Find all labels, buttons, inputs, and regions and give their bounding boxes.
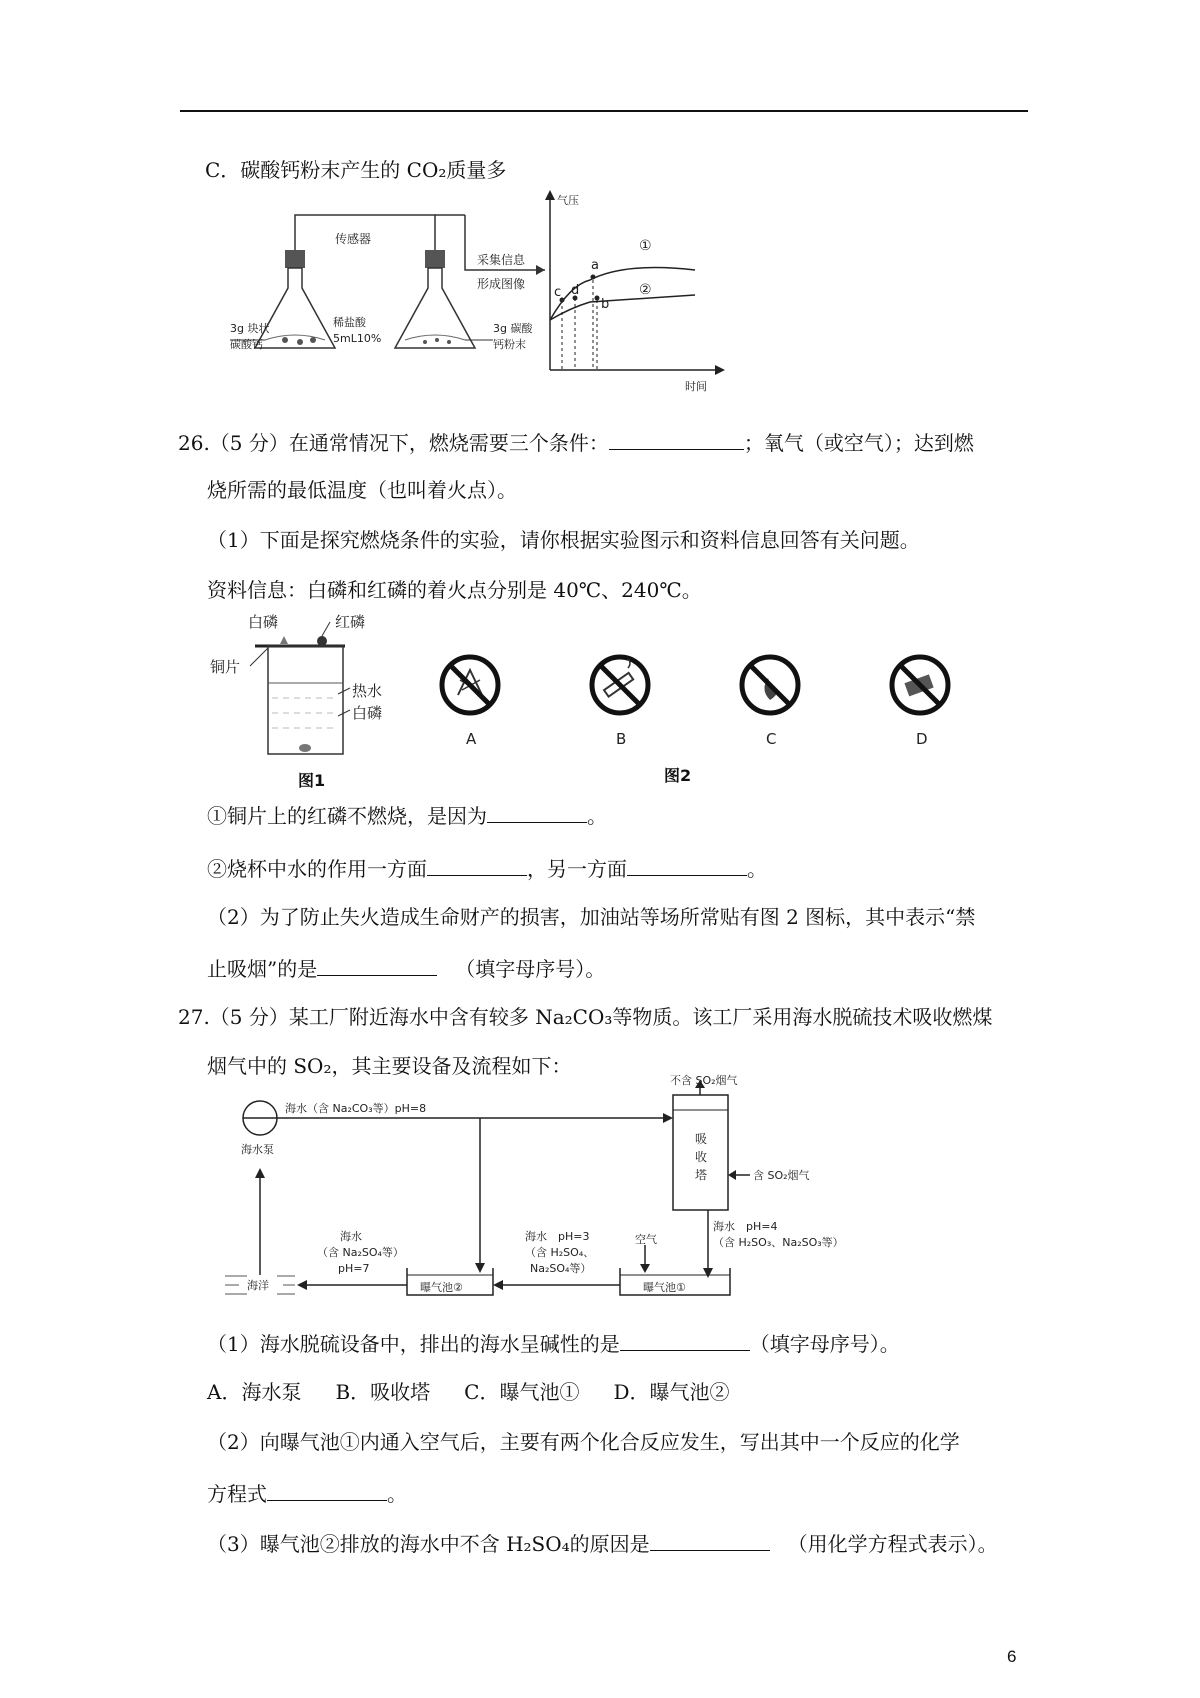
mid-water-label-2: （含 H₂SO₄、	[525, 1246, 595, 1259]
page-number: 6	[1007, 1647, 1017, 1666]
left-water-label-3: pH=7	[338, 1262, 370, 1275]
figure-1-caption: 图1	[298, 771, 326, 790]
white-phosphorus-bottom-label: 白磷	[352, 704, 383, 722]
air-label: 空气	[635, 1233, 657, 1246]
pump-label: 海水泵	[241, 1143, 274, 1156]
header-rule	[180, 110, 1028, 112]
curve-2	[550, 295, 695, 320]
pool-1-label: 曝气池①	[643, 1281, 686, 1294]
q26-info: 资料信息：白磷和红磷的着火点分别是 40℃、240℃。	[207, 578, 702, 602]
q27-part3: （3）曝气池②排放的海水中不含 H₂SO₄的原因是 （用化学方程式表示）。	[207, 1528, 998, 1558]
left-water-label-2: （含 Na₂SO₄等）	[317, 1246, 404, 1259]
q26-sub2: ②烧杯中水的作用一方面 ，另一方面 。	[207, 853, 767, 883]
figure-2-caption: 图2	[664, 766, 692, 785]
q27-stem-line1: 27.（5 分）某工厂附近海水中含有较多 Na₂CO₃等物质。该工厂采用海水脱硫技术吸收燃煤	[178, 1005, 993, 1029]
q26-blank-5[interactable]	[317, 953, 437, 976]
white-phosphorus-top-label: 白磷	[248, 613, 279, 631]
point-a: a	[591, 258, 599, 273]
q27-part2-line2: 方程式 。	[207, 1478, 407, 1508]
no-flammables-icon	[892, 657, 948, 713]
hot-water-label: 热水	[352, 682, 383, 700]
q27-option-c: C．曝气池①	[464, 1380, 580, 1404]
q27-part2-line1: （2）向曝气池①内通入空气后，主要有两个化合反应发生，写出其中一个反应的化学	[207, 1430, 960, 1454]
collect-label-2: 形成图像	[477, 277, 526, 291]
y-axis-label: 气压	[557, 194, 579, 207]
sign-label-b: B	[616, 730, 627, 748]
point-c: c	[554, 285, 562, 300]
pool-2-label: 曝气池②	[420, 1281, 463, 1294]
q27-blank-3[interactable]	[650, 1528, 770, 1551]
sign-label-a: A	[466, 730, 477, 748]
q27-option-a: A．海水泵	[207, 1380, 302, 1404]
figure-2-signs	[440, 650, 980, 760]
q26-sub1: ①铜片上的红磷不燃烧，是因为 。	[207, 800, 607, 830]
q26-part2-line1: （2）为了防止失火造成生命财产的损害，加油站等场所常贴有图 2 图标，其中表示“禁	[207, 905, 976, 929]
right-water-label-1: 海水 pH=4	[713, 1220, 778, 1233]
sign-label-d: D	[916, 730, 928, 748]
sensor-label: 传感器	[335, 232, 372, 246]
gas-in-label: 含 SO₂烟气	[753, 1169, 810, 1182]
q26-blank-4[interactable]	[627, 853, 747, 876]
no-open-flame-icon	[742, 657, 798, 713]
mid-water-label-3: Na₂SO₄等）	[530, 1262, 592, 1275]
q26-blank-2[interactable]	[487, 800, 587, 823]
flask1-label-1: 3g 块状	[230, 322, 270, 335]
figure-1-beaker	[210, 608, 410, 768]
sensor-experiment-figure	[225, 190, 745, 393]
x-axis-label: 时间	[685, 380, 707, 393]
left-water-label-1: 海水	[340, 1230, 362, 1243]
no-smoking-icon	[592, 657, 648, 713]
top-line-label: 海水（含 Na₂CO₃等）pH=8	[285, 1102, 427, 1115]
q26-stem-line2: 烧所需的最低温度（也叫着火点）。	[207, 478, 517, 502]
flask2-label-2: 钙粉末	[493, 338, 526, 351]
q26-stem-line1: 26.（5 分）在通常情况下，燃烧需要三个条件： ；氧气（或空气）；达到燃	[178, 427, 974, 457]
point-d: d	[571, 283, 580, 298]
flask-2	[395, 250, 475, 348]
q26-blank-3[interactable]	[427, 853, 527, 876]
q27-option-d: D．曝气池②	[613, 1380, 730, 1404]
gas-out-label: 不含 SO₂烟气	[670, 1074, 738, 1087]
tower-label-3: 塔	[695, 1168, 708, 1182]
q27-blank-1[interactable]	[620, 1328, 750, 1351]
sign-label-c: C	[766, 730, 777, 748]
tower-label-2: 收	[695, 1150, 708, 1164]
curve-1-label: ①	[639, 238, 652, 254]
collect-label-1: 采集信息	[477, 253, 526, 267]
q27-option-b: B．吸收塔	[335, 1380, 431, 1404]
copper-plate-label: 铜片	[210, 658, 241, 676]
flask1-label-2: 碳酸钙	[230, 338, 263, 351]
tower-label-1: 吸	[695, 1132, 708, 1146]
flask2-label-1: 3g 碳酸	[493, 322, 533, 335]
point-b: b	[601, 297, 610, 312]
q27-blank-2[interactable]	[267, 1478, 387, 1501]
mid-water-label-1: 海水 pH=3	[525, 1230, 590, 1243]
curve-2-label: ②	[639, 282, 652, 298]
desulfurization-flow-diagram	[225, 1074, 925, 1320]
q27-stem-line2: 烟气中的 SO₂，其主要设备及流程如下：	[207, 1054, 572, 1078]
right-water-label-2: （含 H₂SO₃、Na₂SO₃等）	[713, 1236, 844, 1249]
q26-part1: （1）下面是探究燃烧条件的实验，请你根据实验图示和资料信息回答有关问题。	[207, 528, 920, 552]
q27-part1: （1）海水脱硫设备中，排出的海水呈碱性的是 （填字母序号）。	[207, 1328, 900, 1358]
acid-label-2: 5mL10%	[333, 332, 382, 345]
no-fireworks-icon	[442, 657, 498, 713]
acid-label-1: 稀盐酸	[333, 316, 366, 329]
ocean-label: 海洋	[247, 1279, 269, 1292]
q26-blank-1[interactable]	[609, 427, 744, 450]
q26-part2-line2: 止吸烟”的是 （填字母序号）。	[207, 953, 605, 983]
q27-options	[207, 1378, 730, 1406]
red-phosphorus-label: 红磷	[335, 613, 366, 631]
q25-option-c: C．碳酸钙粉末产生的 CO₂质量多	[205, 158, 507, 182]
